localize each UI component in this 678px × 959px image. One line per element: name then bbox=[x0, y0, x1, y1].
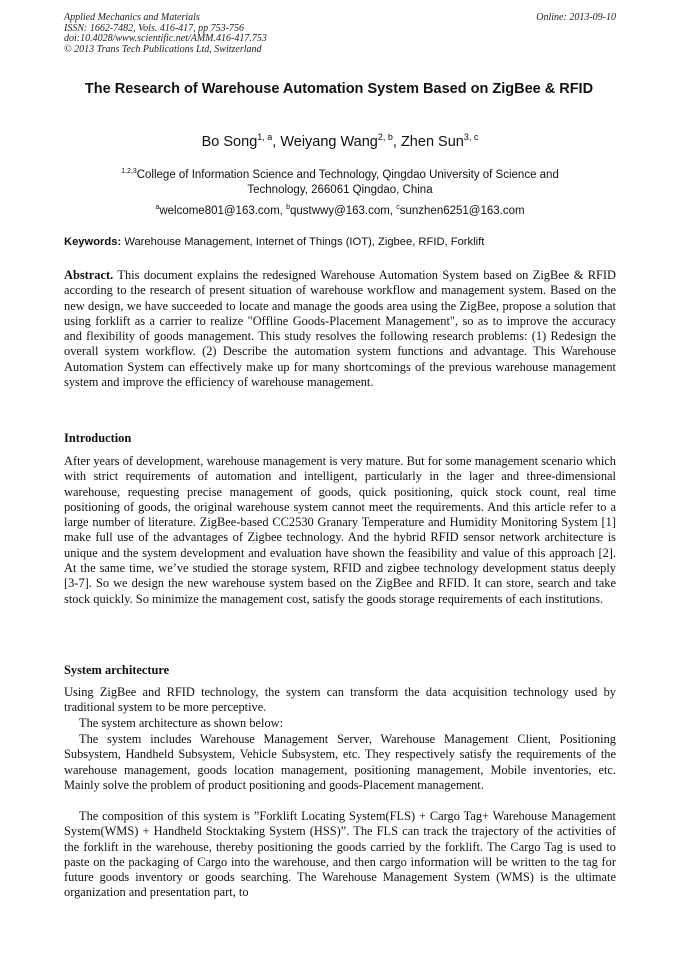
architecture-paragraph-1: Using ZigBee and RFID technology, the system can transform the data acquisition technology used by traditional system to be more perceptive. bbox=[64, 685, 616, 715]
author-separator: , bbox=[272, 134, 281, 150]
online-date: Online: 2013-09-10 bbox=[536, 12, 616, 23]
keywords-label: Keywords: bbox=[64, 236, 122, 248]
author-name: Zhen Sun bbox=[400, 134, 464, 150]
introduction-heading: Introduction bbox=[64, 431, 132, 445]
introduction-paragraph: After years of development, warehouse management is very mature. But for some management scenario which with strict requirements of automation and intelligent, particularly in the lager and three-dimensional warehouse, requesting precise management of goods, quick positioning, quick stock count, real time positioning of goods, the original warehouse system cannot meet the requirements. And this article refer to a large number of literature. ZigBee-based CC2530 Granary Temperature and Humidity Monitoring System [1] make full use of the advantages of Zigbee technology. And the hybrid RFID sensor network architecture is unique and the system development and evaluation have shown the feasibility and value of this approach [2]. At the same time, we’ve studied the storage system, RFID and zigbee technology development status deeply [3-7]. So we design the new warehouse system based on the ZigBee and RFID. It can store, search and take stock quickly. So minimize the management cost, satisfy the goods storage requirements of each institutions. bbox=[64, 454, 616, 606]
abstract-label: Abstract. bbox=[64, 268, 114, 282]
author-separator: , bbox=[392, 134, 401, 150]
abstract-paragraph bbox=[64, 268, 616, 390]
affiliation bbox=[90, 164, 590, 198]
email-separator: , bbox=[279, 205, 287, 217]
email-address: sunzhen6251@163.com bbox=[399, 205, 525, 217]
journal-header bbox=[64, 13, 616, 55]
keywords bbox=[64, 235, 616, 250]
author-affiliation-mark: 3, c bbox=[463, 132, 479, 142]
system-architecture-heading: System architecture bbox=[64, 663, 170, 677]
issn-line: ISSN: 1662-7482, Vols. 416-417, pp 753-756 bbox=[64, 22, 244, 34]
author-name: Bo Song bbox=[201, 134, 258, 150]
journal-name: Applied Mechanics and Materials bbox=[64, 12, 200, 23]
architecture-paragraph-2: The system architecture as shown below: bbox=[79, 716, 284, 730]
author-affiliation-mark: 2, b bbox=[377, 132, 393, 142]
email-mark: c bbox=[396, 204, 400, 211]
author-affiliation-mark: 1, a bbox=[257, 132, 273, 142]
doi-line: doi:10.4028/www.scientific.net/AMM.416-417.753 bbox=[64, 33, 267, 45]
keywords-text: Warehouse Management, Internet of Things (IOT), Zigbee, RFID, Forklift bbox=[124, 236, 485, 248]
affiliation-text: College of Information Science and Technology, Qingdao University of Science and Technology, 266061 Qingdao, China bbox=[136, 169, 559, 196]
email-mark: a bbox=[155, 204, 160, 211]
abstract-text: This document explains the redesigned Warehouse Automation System based on ZigBee & RFID according to the research of present situation of warehouse workflow and management system. Based on the new design, we have succeeded to locate and manage the goods area using the ZigBee, propose a solution that using forklift as a carrier to realize "Offline Goods-Placement Management", so as to improve the accuracy and flexibility of goods management. This study resolves the following research problems: (1) Redesign the overall system workflow. (2) Describe the automation system functions and advantage. This Warehouse Automation System can effectively make up for many shortcomings of the previous warehouse management system and improve the efficiency of warehouse management. bbox=[64, 268, 616, 390]
email-separator: , bbox=[389, 205, 397, 217]
copyright-line: © 2013 Trans Tech Publications Ltd, Switzerland bbox=[64, 43, 262, 55]
author-name: Weiyang Wang bbox=[280, 134, 378, 150]
email-list bbox=[64, 200, 616, 219]
architecture-paragraph-3: The system includes Warehouse Management Server, Warehouse Management Client, Positioning Subsystem, Handheld Subsystem, Vehicle Subsystem, etc. They respectively satisfy the requirements of the warehouse management, goods location management, positioning management, Mobile inventories, etc. Mainly solve the problem of product positioning and goods-Placement management. bbox=[64, 732, 616, 792]
email-address: welcome801@163.com bbox=[159, 205, 280, 217]
architecture-paragraph-4: The composition of this system is ”Forklift Locating System(FLS) + Cargo Tag+ Warehouse Management System(WMS) + Handheld Stocktaking System (HSS)”. The FLS can track the trajectory of the activities of the forklift in the warehouse, thereby positioning the goods carried by the forklift. The Cargo Tag is used to paste on the packaging of Cargo into the warehouse, and then cargo information will be written to the tag for future goods inventory or goods searching. The Warehouse Management System (WMS) is the ultimate organization and presentation part, to bbox=[64, 809, 616, 900]
email-mark: b bbox=[286, 204, 290, 211]
email-address: qustwwy@163.com bbox=[289, 205, 390, 217]
author-list bbox=[64, 128, 616, 151]
paper-title: The Research of Warehouse Automation System Based on ZigBee & RFID bbox=[84, 81, 594, 97]
affiliation-mark: 1,2,3 bbox=[121, 168, 137, 175]
